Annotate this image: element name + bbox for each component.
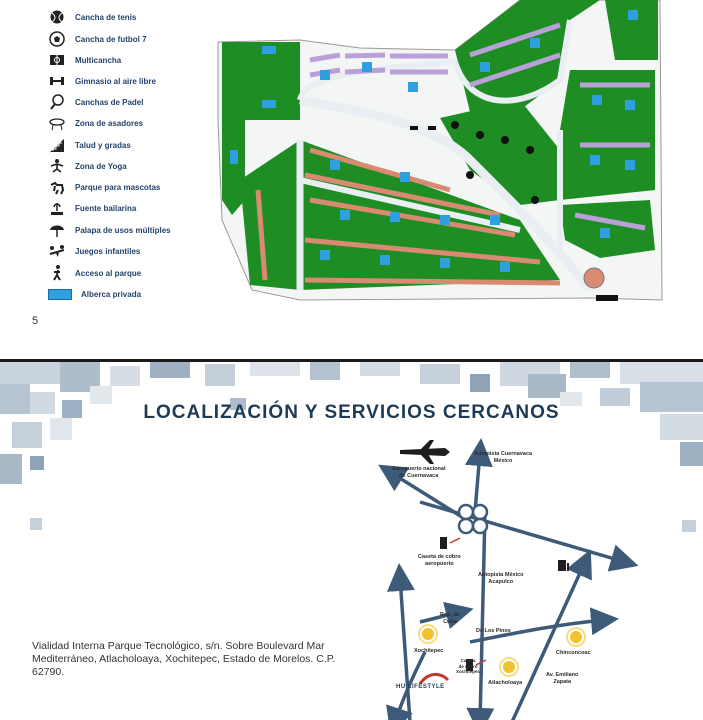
legend-label: Cancha de tenis — [75, 12, 137, 22]
brand-arrow-icon — [420, 674, 448, 684]
label-rep-cuba: Rep. de Cuba — [440, 612, 460, 625]
address-text: Vialidad Interna Parque Tecnológico, s/n. Sobre Boulevard Mar Mediterráneo, Atlacholoaya, Xochitepec, Estado de Morelos. C.P. 62790. — [32, 640, 336, 678]
label-av-zapata: Av. Emiliano Zapata — [546, 672, 579, 685]
brand-label: HU LIFESTYLE — [396, 684, 445, 690]
legend-label: Cancha de futbol 7 — [75, 34, 147, 44]
page-number: 5 — [32, 315, 39, 327]
label-caseta-aeropuerto: Caseta de cobro aeropuerto — [418, 554, 461, 567]
legend-label: Palapa de usos múltiples — [75, 225, 171, 235]
gas-station-icon — [558, 560, 569, 571]
airplane-icon — [400, 440, 450, 464]
page-title: LOCALIZACIÓN Y SERVICIOS CERCANOS — [143, 402, 560, 423]
label-autopista-cdmx: Autopista Cuernavaca México — [474, 451, 533, 464]
label-xochitepec: Xochitepec — [414, 648, 444, 654]
label-chinconcoac: Chinconcoac — [556, 650, 591, 656]
legend-label: Juegos infantiles — [75, 246, 141, 256]
label-atlacholoaya: Atlacholoaya — [488, 680, 523, 686]
green-east — [560, 70, 655, 200]
fountain-plaza — [584, 268, 604, 288]
label-caseta-xochitepec: Caseta de cobro Xochitepec — [456, 658, 481, 674]
label-los-pinos: De Los Pinos — [476, 628, 511, 634]
legend-label: Fuente bailarina — [75, 203, 137, 213]
legend-label: Canchas de Padel — [75, 97, 144, 107]
legend-label: Gimnasio al aire libre — [75, 76, 156, 86]
label-autopista-acapulco: Autopista México Acapulco — [478, 572, 524, 585]
legend-label: Alberca privada — [81, 289, 142, 299]
legend-label: Zona de asadores — [75, 118, 144, 128]
location-page — [0, 362, 703, 720]
legend-label: Parque para mascotas — [75, 182, 161, 192]
label-aeropuerto: Aeropuerto nacional de Cuernavaca — [392, 466, 446, 479]
legend-label: Multicancha — [75, 55, 122, 65]
legend-label: Zona de Yoga — [75, 161, 127, 171]
legend-label: Talud y gradas — [75, 140, 131, 150]
legend-label: Acceso al parque — [75, 268, 142, 278]
park-access-gate — [596, 295, 618, 301]
